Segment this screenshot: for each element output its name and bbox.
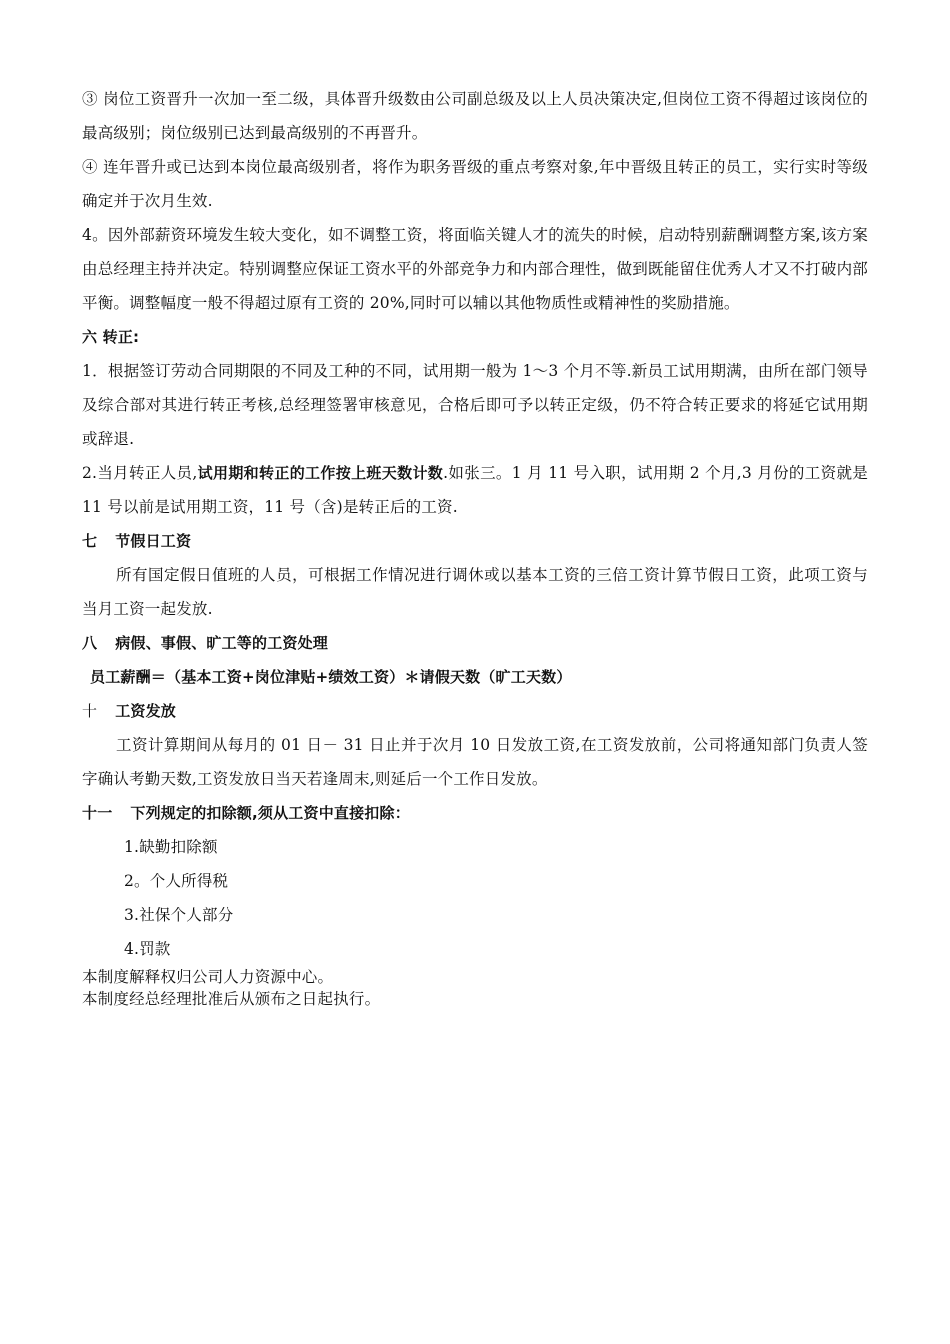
- section-10-title: 工资发放: [115, 702, 177, 720]
- section-10-heading: [82, 694, 868, 728]
- footer-line-2: 本制度经总经理批准后从颁布之日起执行。: [82, 990, 381, 1008]
- section-11-num: 十一: [82, 804, 113, 822]
- section-10-num: 十: [82, 702, 98, 720]
- document-page: [82, 82, 868, 1010]
- section-7-num: 七: [82, 532, 98, 550]
- item-2-bold: 试用期和转正的工作按上班天数计数: [197, 464, 444, 482]
- section-6-heading: 六 转正:: [82, 328, 140, 346]
- deduction-item: 3.社保个人部分: [124, 906, 234, 924]
- item-2-suffix: .如张三。1 月 11 号入职，试用期 2 个月,3 月份的工资就是 11 号以前是试用期工资，11 号（含)是转正后的工资.: [82, 464, 868, 516]
- paragraph-adjustment: 4。因外部薪资环境发生较大变化，如不调整工资，将面临关键人才的流失的时候，启动特别薪酬调整方案,该方案由总经理主持并决定。特别调整应保证工资水平的外部竞争力和内部合理性，做到既能留住优秀人才又不打破内部平衡。调整幅度一般不得超过原有工资的 20%,同时可以辅以其他物质性或精神性的奖励措施。: [82, 226, 868, 312]
- deduction-item: 4.罚款: [124, 940, 171, 958]
- deduction-item: 2。个人所得税: [124, 872, 229, 890]
- section-7-body: 所有国定假日值班的人员，可根据工作情况进行调休或以基本工资的三倍工资计算节假日工资，此项工资与当月工资一起发放.: [82, 566, 868, 618]
- deduction-item: 1.缺勤扣除额: [124, 838, 218, 856]
- section-8-title: 病假、事假、旷工等的工资处理: [115, 634, 329, 652]
- section-7-heading: [82, 524, 868, 558]
- section-7-title: 节假日工资: [115, 532, 192, 550]
- section-10-body: 工资计算期间从每月的 01 日－ 31 日止并于次月 10 日发放工资,在工资发放前，公司将通知部门负责人签字确认考勤天数,工资发放日当天若逢周末,则延后一个工作日发放。: [82, 736, 868, 788]
- paragraph-4: ④ 连年晋升或已达到本岗位最高级别者，将作为职务晋级的重点考察对象,年中晋级且转正的员工，实行实时等级确定并于次月生效.: [82, 158, 868, 210]
- section-11-heading: [82, 796, 868, 830]
- section-11-title: 下列规定的扣除额,须从工资中直接扣除：: [130, 804, 410, 822]
- footer-line-1: 本制度解释权归公司人力资源中心。: [82, 968, 334, 986]
- item-2-prefix: 2.当月转正人员,: [82, 464, 198, 482]
- section-6-item-2: [82, 456, 868, 524]
- paragraph-3: ③ 岗位工资晋升一次加一至二级，具体晋升级数由公司副总级及以上人员决策决定,但岗位工资不得超过该岗位的最高级别；岗位级别已达到最高级别的不再晋升。: [82, 90, 868, 142]
- section-8-num: 八: [82, 634, 98, 652]
- section-6-item-1: 1．根据签订劳动合同期限的不同及工种的不同，试用期一般为 1～3 个月不等.新员工试用期满，由所在部门领导及综合部对其进行转正考核,总经理签署审核意见，合格后即可予以转正定级，仍不符合转正要求的将延它试用期或辞退.: [82, 362, 868, 448]
- salary-formula: 员工薪酬＝（基本工资+岗位津贴+绩效工资）＊请假天数（旷工天数）: [90, 668, 572, 686]
- section-8-heading: [82, 626, 868, 660]
